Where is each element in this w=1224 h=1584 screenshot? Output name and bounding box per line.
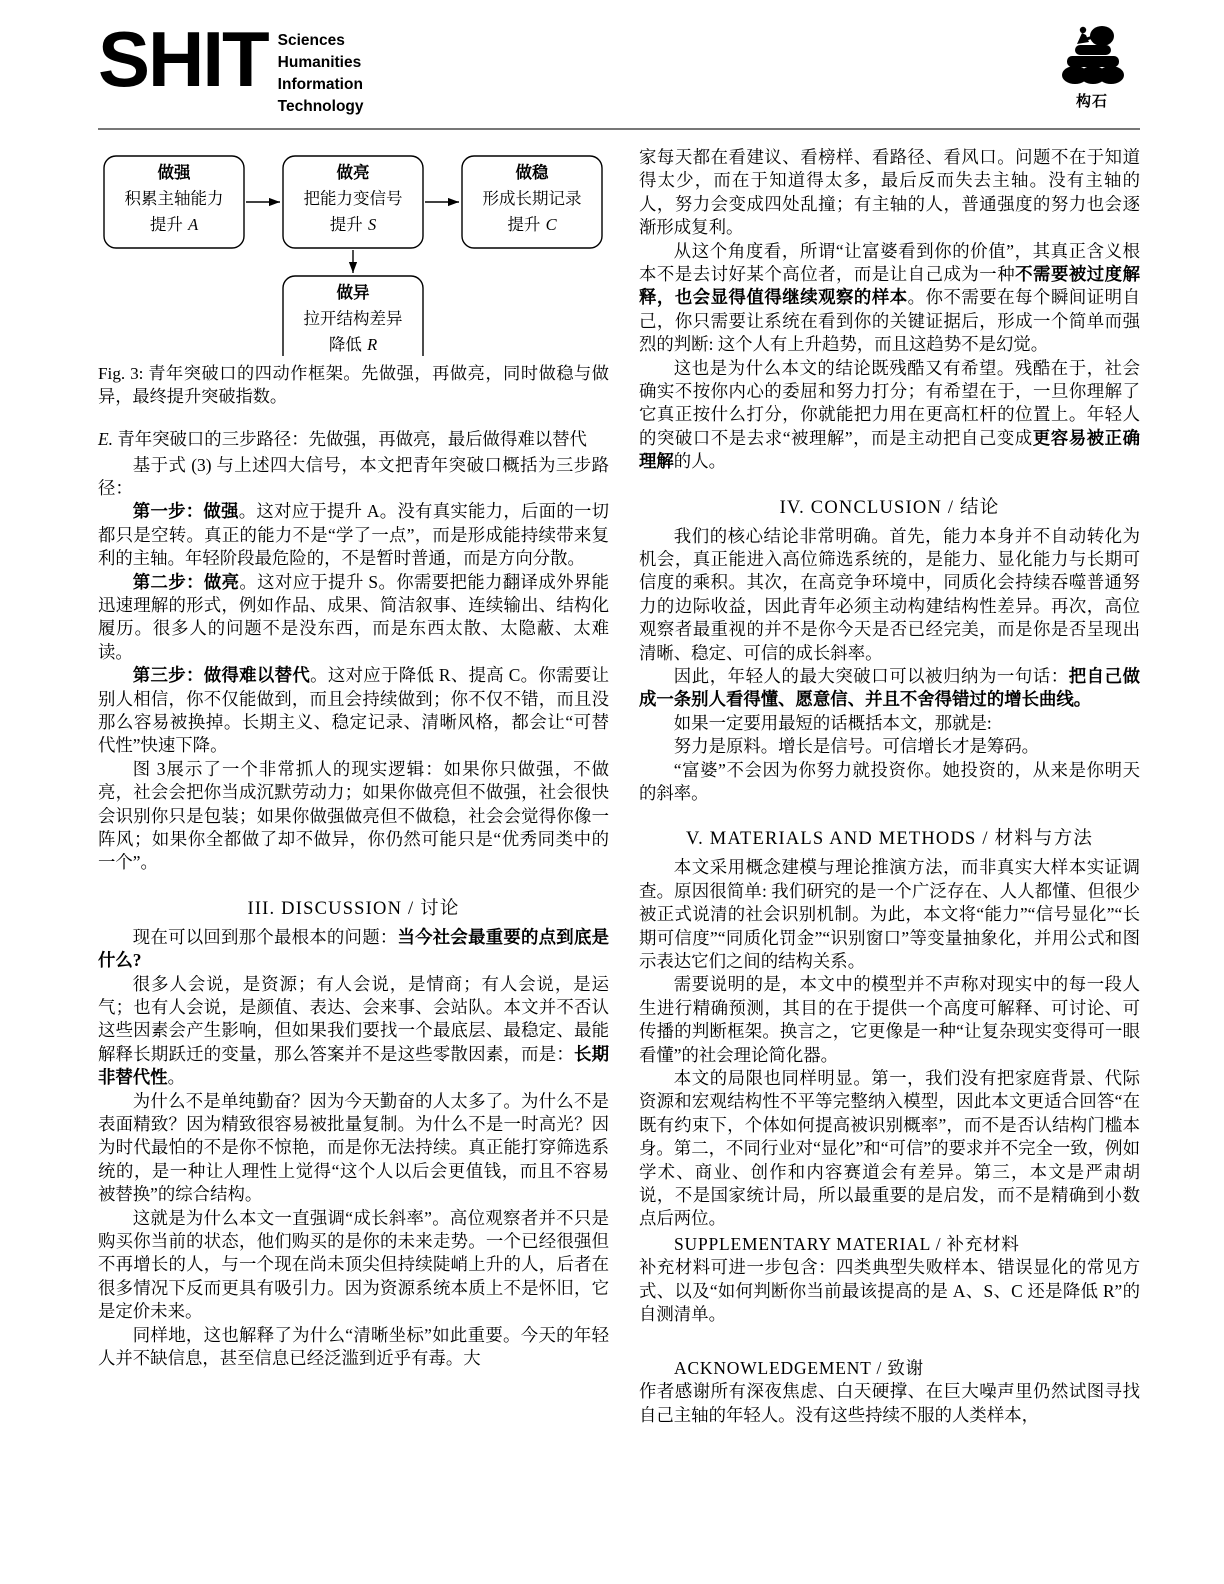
paragraph-core-question [98,926,609,973]
figure-node-1-title: 做强 [157,163,191,182]
paragraph-from-this-angle [639,240,1140,357]
core-question-pre: 现在可以回到那个最根本的问题： [132,926,398,947]
paragraph-methods: 本文采用概念建模与理论推演方法，而非真实大样本实证调查。原因很简单: 我们研究的是一个广泛存在、人人都懂、但很少被正式说清的社会识别机制。为此，本文将“能力”“信号显化”“长期可信度”“同质化罚金”“识别窗口”等变量抽象化，并用公式和图示表达它们之间的结构关系。 [639,857,1140,971]
heading-supplementary-material: SUPPLEMENTARY MATERIAL / 补充材料 [674,1233,1020,1254]
paragraph-why-not: 为什么不是单纯勤奋？因为今天勤奋的人太多了。为什么不是表面精致？因为精致很容易被批量复制。为什么不是一时高光？因为时代最怕的不是你不惊艳，而是你无法持续。真正能打穿筛选系统的，是一种让人理性上觉得“这个人以后会更值钱，而且不容易被替换”的综合结构。 [98,1090,609,1205]
subsection-e-title: 青年突破口的三步路径：先做强，再做亮，最后做得难以替代 [117,429,587,450]
right-column [639,146,1140,1427]
cruel-post: 的人。 [673,451,726,472]
figure-node-4-line3: 降低 R [328,335,378,354]
paragraph-aphorism-1: 努力是原料。增长是信号。可信增长才是筹码。 [673,736,1040,757]
journal-subtitle [278,30,364,118]
step2-lead: 第二步：做亮 [132,571,240,592]
subsection-e-label: E. [98,429,113,450]
paragraph-conclusion: 我们的核心结论非常明确。首先，能力本身并不自动转化为机会，真正能进入高位筛选系统的，是能力、显化能力与长期可信度的乘积。其次，在高竞争环境中，同质化会持续吞噬普通努力的边际收益，因此青年必须主动构建结构性差异。再次，高位观察者最重视的并不是你今天是否已经完美，而是你是否呈现出清晰、稳定、可信的成长斜率。 [639,525,1140,663]
summary-pre: 因此，年轻人的最大突破口可以被归纳为一句话： [673,666,1069,686]
step1-body: 。这对应于提升 A。没有真实能力，后面的一切都只是空转。真正的能力不是“学了一点”，而是形成能持续带来复利的主轴。年轻阶段最危险的，不是暂时普通，而是方向分散。 [98,501,609,569]
angle-bold: 不需要被过度解释，也会显得值得继续观察的样本 [639,264,1140,308]
figure-node-4-line2: 拉开结构差异 [303,309,403,328]
figure-node-3-title: 做稳 [515,163,549,182]
paragraph-aphorism-2: “富婆”不会因为你努力就投资你。她投资的，从来是你明天的斜率。 [639,759,1140,804]
paragraph-basis: 基于式 (3) 与上述四大信号，本文把青年突破口概括为三步路径： [98,454,609,498]
paragraph-model-note: 需要说明的是，本文中的模型并不声称对现实中的每一段人生进行精确预测，其目的在于提供一个高度可解释、可讨论、可传播的判断框架。换言之，它更像是一种“让复杂现实变得可一眼看懂”的社会理论简化器。 [639,974,1140,1065]
angle-post: 。你不需要在每个瞬间证明自己，你只需要让系统在看到你的关键证据后，形成一个简单而强烈的判断: 这个人有上升趋势，而且这趋势不是幻觉。 [639,287,1140,355]
figure-3-diagram [98,146,609,356]
paragraph-limitations: 本文的局限也同样明显。第一，我们没有把家庭背景、代际资源和宏观结构性不平等完整纳入模型，因此本文更适合回答“在既有约束下，个体如何提高被识别概率”，而不是否认结构门槛本身。第二，不同行业对“显化”和“可信”的要求并不完全一致，例如学术、商业、创作和内容赛道会有差异。第三，本文是严肃胡说，不是国家统计局，所以最重要的是启发，而不是精确到小数点后两位。 [639,1067,1140,1229]
figure-node-4-title: 做异 [336,283,370,302]
step1-lead: 第一步：做强 [132,501,239,522]
step2-body: 。这对应于提升 S。你需要把能力翻译成外界能迅速理解的形式，例如作品、成果、简洁叙事、连续输出、结构化履历。很多人的问题不是没东西，而是东西太散、太隐蔽、太难读。 [98,571,609,662]
section-heading-discussion: III. DISCUSSION / 讨论 [247,898,460,919]
cruel-pre: 这也是为什么本文的结论既残酷又有希望。残酷在于，社会确实不按你内心的委屈和努力打分；有希望在于，一旦你理解了它真正按什么打分，你就能把力用在更高杠杆的位置上。年轻人的突破口不是去求“被理解”，而是主动把自己变成 [639,357,1140,448]
step3-lead: 第三步：做得难以替代 [132,665,311,686]
paragraph-step1 [98,500,609,570]
paragraph-acknowledgement: 作者感谢所有深夜焦虑、白天硬撑、在巨大噪声里仍然试图寻找自己主轴的年轻人。没有这些持续不服的人类样本， [639,1381,1140,1425]
subsection-e-heading [98,428,609,451]
paragraph-cruel-and-hopeful [639,357,1140,474]
left-column [98,146,609,1427]
angle-pre: 从这个角度看，所谓“让富婆看到你的价值”，其真正含义根本不是去讨好某个高位者，而是让自己成为一种 [639,240,1140,285]
figure-node-2-line2: 把能力变信号 [303,189,403,208]
figure-node-2-title: 做亮 [336,163,370,182]
many-say-bold: 长期非替代性 [98,1043,609,1088]
stacked-stones-icon [1049,24,1135,88]
section-heading-conclusion: IV. CONCLUSION / 结论 [779,497,1000,518]
paragraph-step3 [98,664,609,758]
paragraph-clear-coordinates: 同样地，这也解释了为什么“清晰坐标”如此重要。今天的年轻人并不缺信息，甚至信息已经泛滥到近乎有毒。大 [98,1324,609,1368]
cruel-bold: 更容易被正确理解 [639,427,1140,472]
subtitle-line-3: Information [277,76,363,93]
figure-node-1-line3: 提升 A [149,215,199,234]
section-heading-materials-methods: V. MATERIALS AND METHODS / 材料与方法 [685,829,1094,850]
summary-bold: 把自己做成一条别人看得懂、愿意信、并且不舍得错过的增长曲线。 [639,666,1140,710]
figure-node-3-line3: 提升 C [507,215,557,234]
step3-body: 。这对应于降低 R、提高 C。你需要让别人相信，你不仅能做到，而且会持续做到；你不仅不错，而且没那么容易被换掉。长期主义、稳定记录、清晰风格，都会让“可替代性”快速下降。 [98,665,609,756]
paragraph-fig3-logic: 图 3展示了一个非常抓人的现实逻辑：如果你只做强，不做亮，社会会把你当成沉默劳动力；如果你做亮但不做强，社会很快会识别你只是包装；如果你做强做亮但不做稳，社会会觉得你像一阵风；如果你全都做了却不做异，你仍然可能只是“优秀同类中的一个”。 [98,758,609,873]
subtitle-line-2: Humanities [277,54,362,71]
paragraph-growth-slope: 这就是为什么本文一直强调“成长斜率”。高位观察者并不只是购买你当前的状态，他们购买的是你的未来走势。一个已经很强但不再增长的人，与一个现在尚未顶尖但持续陡峭上升的人，后者在很多情况下反而更具有吸引力。因为资源系统本质上不是怀旧，它是定价未来。 [98,1207,609,1322]
masthead [98,15,1140,124]
heading-acknowledgement: ACKNOWLEDGEMENT / 致谢 [674,1357,924,1378]
figure-node-1-line2: 积累主轴能力 [124,189,224,208]
many-say-pre: 很多人会说，是资源；有人会说，是情商；有人会说，是运气；也有人会说，是颜值、表达、会来事、会站队。本文并不否认这些因素会产生影响，但如果我们要找一个最底层、最稳定、最能解释长期跃迁的变量，那么答案并不是这些零散因素，而是： [98,973,609,1064]
paragraph-summary-sentence [639,665,1140,712]
figure-3 [98,146,609,408]
masthead-left [98,15,364,118]
subtitle-line-4: Technology [277,98,364,115]
paragraph-supplementary: 补充材料可进一步包含：四类典型失败样本、错误显化的常见方式、以及“如何判断你当前最该提高的是 A、S、C 还是降低 R”的自测清单。 [639,1257,1140,1325]
figure-node-2-line3: 提升 S [329,215,377,234]
paragraph-continued-from-left: 家每天都在看建议、看榜样、看路径、看风口。问题不在于知道得太少，而在于知道得太多，最后反而失去主轴。没有主轴的人，努力会变成四处乱撞；有主轴的人，普通强度的努力也会逐渐形成复利。 [639,147,1140,238]
body-columns [98,146,1140,1427]
many-say-post: 。 [167,1067,185,1088]
masthead-divider [98,128,1140,130]
paragraph-shortest-summary: 如果一定要用最短的话概括本文，那就是: [673,712,992,733]
publisher-logo [1044,24,1140,111]
figure-3-caption: Fig. 3: 青年突破口的四动作框架。先做强，再做亮，同时做稳与做异，最终提升突破指数。 [98,364,609,407]
paragraph-many-say [98,973,609,1090]
core-question-bold: 当今社会最重要的点到底是什么? [98,926,609,971]
journal-wordmark: SHIT [98,15,268,103]
figure-node-3-line2: 形成长期记录 [482,189,582,208]
paragraph-step2 [98,571,609,665]
subtitle-line-1: Sciences [277,32,345,49]
publisher-name: 构石 [1075,92,1108,110]
